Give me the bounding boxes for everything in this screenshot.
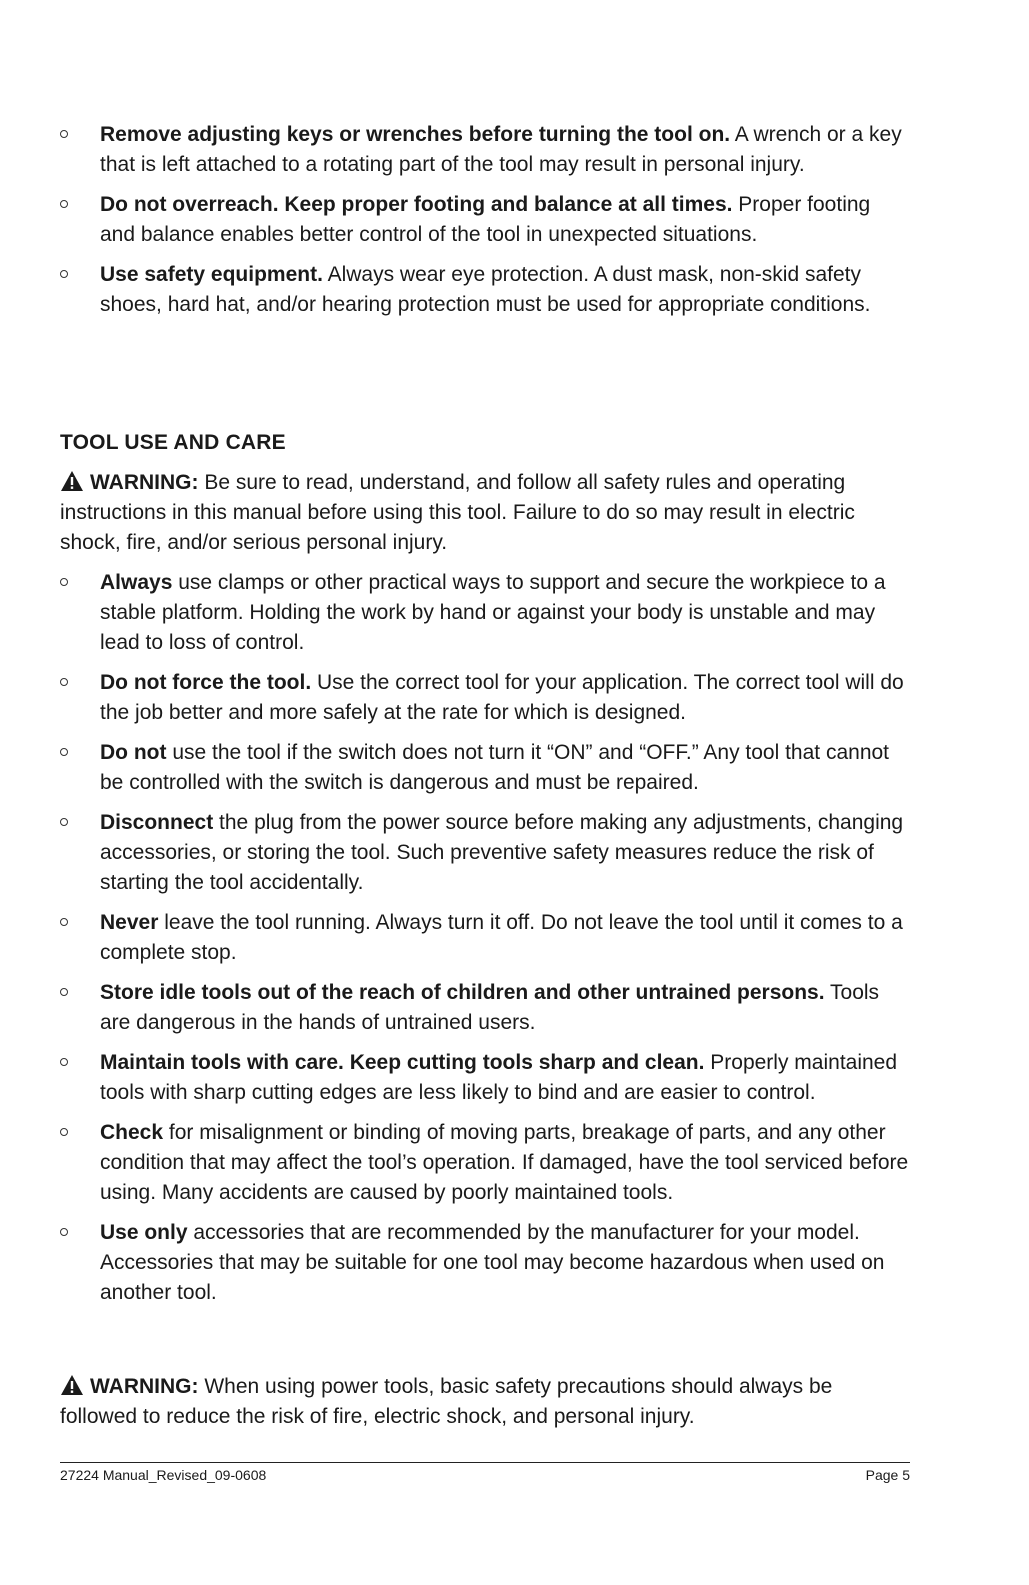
list-item (60, 1048, 910, 1108)
item-text: Always wear eye protection. A dust mask, non-skid safety shoes, hard hat, and/or hearing protection must be used for appropriate conditions. (100, 263, 871, 316)
bullet-icon (60, 1058, 68, 1066)
bullet-icon (60, 1128, 68, 1136)
warning-block (60, 1372, 910, 1432)
bullet-icon (60, 918, 68, 926)
bullet-icon (60, 678, 68, 686)
item-text: Tools are dangerous in the hands of untrained users. (100, 981, 880, 1034)
warning-triangle-icon (60, 1374, 84, 1396)
item-text: Proper footing and balance enables better control of the tool in unexpected situations. (100, 193, 871, 246)
item-lead: Check (100, 1121, 164, 1144)
bullet-icon (60, 748, 68, 756)
warning-text: Be sure to read, understand, and follow all safety rules and operating instructions in this manual before using this tool. Failure to do so may result in electric shock, fire, and/or serious personal injury. (60, 471, 855, 554)
list-item (60, 908, 910, 968)
item-text: A wrench or a key that is left attached to a rotating part of the tool may result in personal injury. (100, 123, 902, 176)
item-text: Use the correct tool for your application. The correct tool will do the job better and more safely at the rate for which is designed. (100, 671, 904, 724)
item-lead: Do not overreach. Keep proper footing and balance at all times. (100, 193, 733, 216)
bullet-icon (60, 988, 68, 996)
footer-doc-id: 27224 Manual_Revised_09-0608 (60, 1467, 267, 1483)
item-lead: Do not (100, 741, 167, 764)
item-lead: Use safety equipment. (100, 263, 323, 286)
list-item (60, 260, 910, 320)
bullet-icon (60, 578, 68, 586)
bullet-icon (60, 1228, 68, 1236)
item-lead: Do not force the tool. (100, 671, 312, 694)
section-heading: TOOL USE AND CARE (60, 431, 286, 454)
item-text: for misalignment or binding of moving parts, breakage of parts, and any other condition that may affect the tool’s operation. If damaged, have the tool serviced before using. Many accidents are caused by poorly maintained tools. (100, 1121, 909, 1204)
item-text: leave the tool running. Always turn it off. Do not leave the tool until it comes to a complete stop. (100, 911, 903, 964)
item-lead: Remove adjusting keys or wrenches before turning the tool on. (100, 123, 731, 146)
list-item (60, 1218, 910, 1308)
item-lead: Disconnect (100, 811, 214, 834)
warning-text: When using power tools, basic safety precautions should always be followed to reduce the risk of fire, electric shock, and personal injury. (60, 1375, 833, 1428)
item-lead: Store idle tools out of the reach of children and other untrained persons. (100, 981, 825, 1004)
item-lead: Use only (100, 1221, 188, 1244)
warning-label: WARNING: (90, 1375, 199, 1398)
warning-triangle-icon (60, 470, 84, 492)
page-footer (60, 1462, 910, 1483)
footer-page-number: Page 5 (865, 1467, 910, 1483)
list-item (60, 668, 910, 728)
item-text: the plug from the power source before making any adjustments, changing accessories, or storing the tool. Such preventive safety measures reduce the risk of starting the tool accidentally. (100, 811, 904, 894)
bullet-icon (60, 200, 68, 208)
list-item (60, 120, 910, 180)
list-item (60, 808, 910, 898)
bullet-icon (60, 818, 68, 826)
bullet-icon (60, 130, 68, 138)
item-text: use the tool if the switch does not turn it “ON” and “OFF.” Any tool that cannot be controlled with the switch is dangerous and must be repaired. (100, 741, 890, 794)
item-text: accessories that are recommended by the manufacturer for your model. Accessories that may be suitable for one tool may become hazardous when used on another tool. (100, 1221, 885, 1304)
safety-list-top (60, 120, 910, 320)
list-item (60, 978, 910, 1038)
list-item (60, 568, 910, 658)
list-item (60, 738, 910, 798)
item-text: Properly maintained tools with sharp cutting edges are less likely to bind and are easier to control. (100, 1051, 898, 1104)
item-lead: Always (100, 571, 173, 594)
list-item (60, 190, 910, 250)
item-lead: Maintain tools with care. Keep cutting tools sharp and clean. (100, 1051, 705, 1074)
warning-label: WARNING: (90, 471, 199, 494)
item-lead: Never (100, 911, 159, 934)
safety-list-care (60, 568, 910, 1308)
warning-block (60, 468, 910, 558)
bullet-icon (60, 270, 68, 278)
item-text: use clamps or other practical ways to support and secure the workpiece to a stable platform. Holding the work by hand or against your body is unstable and may lead to loss of control. (100, 571, 886, 654)
list-item (60, 1118, 910, 1208)
